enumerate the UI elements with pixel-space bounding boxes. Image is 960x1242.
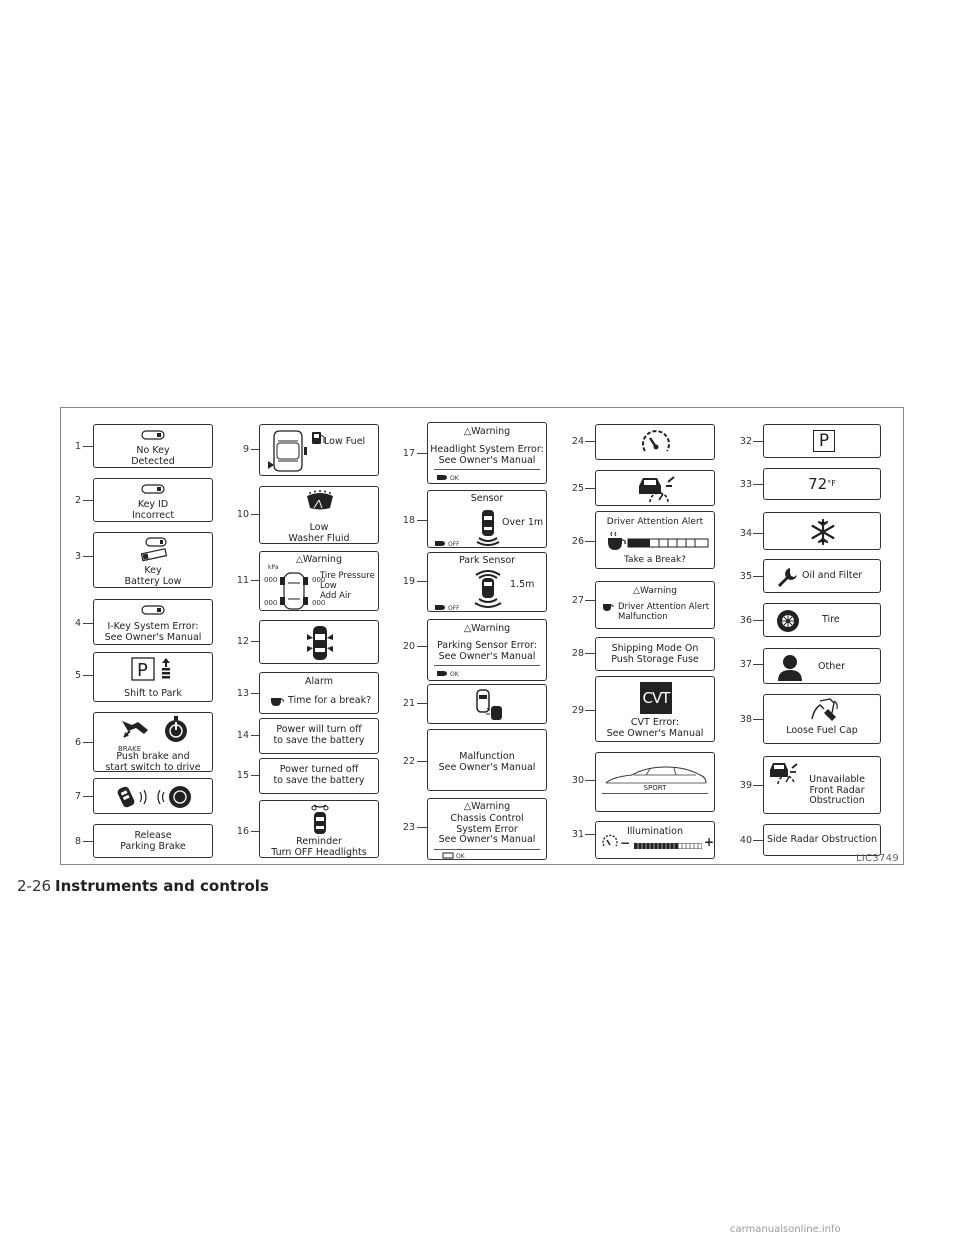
car-sensor-icon — [476, 508, 500, 546]
callout-20: 20 — [402, 641, 415, 652]
callout-19: 19 — [402, 576, 415, 587]
callout-9: 9 — [242, 444, 249, 455]
message-alarm-break: Alarm Time for a break? — [259, 672, 379, 714]
park-indicator-icon: P — [813, 430, 835, 452]
message-loose-fuel-cap: Loose Fuel Cap — [763, 694, 881, 744]
callout-40: 40 — [739, 835, 752, 846]
sensor-status-icon — [434, 540, 446, 547]
callout-39: 39 — [739, 780, 752, 791]
fuel-cap-icon — [810, 697, 840, 723]
fuel-door-car-icon — [266, 427, 326, 475]
callout-22: 22 — [402, 756, 415, 767]
callout-24: 24 — [571, 436, 584, 447]
car-doors-open-icon — [306, 624, 334, 662]
message-oil-and-filter: Oil and Filter — [763, 559, 881, 593]
callout-14: 14 — [236, 730, 249, 741]
message-low-temperature — [763, 512, 881, 550]
warning-messages-figure — [60, 407, 904, 865]
message-speed-limit — [595, 424, 715, 460]
message-power-will-turn-off: Power will turn off to save the battery — [259, 718, 379, 754]
message-intelligent-cruise — [595, 470, 715, 506]
callout-16: 16 — [236, 826, 249, 837]
message-tire-pressure-low: △Warning kPa 000 000 000 000 Tire Pressure Low Add Air — [259, 551, 379, 611]
message-other: Other — [763, 648, 881, 684]
message-headlight-system-error: △Warning Headlight System Error: See Owner's Manual OK — [427, 422, 547, 484]
message-no-key-detected: No Key Detected — [93, 424, 213, 468]
figure-code: LIC3749 — [855, 853, 899, 864]
callout-17: 17 — [402, 448, 415, 459]
callout-1: 1 — [74, 441, 81, 452]
message-push-brake-start: BRAKE Push brake and start switch to drive — [93, 712, 213, 772]
shift-to-park-icon — [130, 656, 176, 684]
message-key-to-start — [93, 778, 213, 814]
coffee-cup-icon — [270, 695, 284, 707]
section-title: Instruments and controls — [55, 877, 269, 895]
washer-fluid-icon — [304, 490, 336, 512]
message-release-parking-brake: Release Parking Brake — [93, 824, 213, 858]
message-cvt-error: CVT CVT Error: See Owner's Manual — [595, 676, 715, 742]
callout-32: 32 — [739, 436, 752, 447]
car-cruise-icon — [636, 474, 676, 504]
message-low-fuel: Low Fuel — [259, 424, 379, 476]
callout-2: 2 — [74, 495, 81, 506]
message-shipping-mode: Shipping Mode On Push Storage Fuse — [595, 637, 715, 671]
key-fob-icon — [140, 603, 168, 617]
minus-icon: − — [620, 836, 631, 850]
sensor-status-icon — [436, 670, 448, 677]
message-shift-to-park: P Shift to Park — [93, 652, 213, 702]
callout-3: 3 — [74, 551, 81, 562]
warning-title: △Warning — [463, 801, 511, 812]
chassis-control-indicator-icon — [442, 852, 454, 859]
callout-12: 12 — [236, 636, 249, 647]
callout-11: 11 — [236, 575, 249, 586]
plus-icon: + — [704, 835, 715, 849]
message-door-open — [259, 620, 379, 664]
message-key-id-incorrect: Key ID Incorrect — [93, 478, 213, 522]
message-tire: Tire — [763, 603, 881, 637]
callout-8: 8 — [74, 836, 81, 847]
speedometer-icon — [640, 427, 672, 459]
car-tire-pressure-icon — [280, 571, 308, 611]
callout-7: 7 — [74, 791, 81, 802]
warning-title: △Warning — [633, 586, 677, 596]
callout-37: 37 — [739, 659, 752, 670]
callout-5: 5 — [74, 670, 81, 681]
callout-29: 29 — [571, 705, 584, 716]
coffee-attention-level-icon — [606, 531, 710, 551]
key-fob-icon — [140, 428, 168, 442]
message-park-sensor: Park Sensor 1.5m OFF — [427, 552, 547, 612]
park-sensor-car-icon — [472, 567, 504, 609]
temperature-readout: $72^{^\circ F}$ — [808, 475, 836, 493]
message-driver-attention-alert: Driver Attention Alert Take a Break? — [595, 511, 715, 569]
message-blind-spot — [427, 684, 547, 724]
callout-38: 38 — [739, 714, 752, 725]
car-headlights-icon — [308, 803, 332, 835]
message-key-battery-low: Key Battery Low — [93, 532, 213, 588]
tire-icon — [776, 609, 800, 633]
svg-text:P: P — [137, 660, 148, 681]
message-headlights-reminder: Reminder Turn OFF Headlights — [259, 800, 379, 858]
key-battery-icon — [140, 536, 170, 562]
blind-spot-icon — [474, 688, 504, 722]
page-number: 2-26 — [17, 877, 52, 895]
message-parking-sensor-error: △Warning Parking Sensor Error: See Owner's Manual OK — [427, 619, 547, 681]
callout-4: 4 — [74, 618, 81, 629]
callout-25: 25 — [571, 483, 584, 494]
callout-26: 26 — [571, 536, 584, 547]
callout-10: 10 — [236, 509, 249, 520]
warning-title: △Warning — [463, 426, 511, 437]
callout-30: 30 — [571, 775, 584, 786]
cvt-warning-icon: CVT — [640, 682, 672, 714]
callout-21: 21 — [402, 698, 415, 709]
page-footer — [17, 877, 269, 895]
message-chassis-control-error: △Warning Chassis Control System Error See Owner's Manual OK — [427, 798, 547, 860]
message-sport-mode: SPORT — [595, 752, 715, 812]
sensor-status-icon — [434, 604, 446, 611]
warning-title: △Warning — [296, 554, 342, 565]
callout-31: 31 — [571, 829, 584, 840]
callout-28: 28 — [571, 648, 584, 659]
wrench-icon — [776, 566, 798, 588]
callout-18: 18 — [402, 515, 415, 526]
callout-36: 36 — [739, 615, 752, 626]
message-driver-attention-malfunction: △Warning Driver Attention Alert Malfunction — [595, 581, 715, 629]
callout-13: 13 — [236, 688, 249, 699]
message-power-turned-off: Power turned off to save the battery — [259, 758, 379, 794]
coffee-cup-icon — [602, 602, 614, 612]
message-park-position — [763, 424, 881, 458]
message-side-radar-obstruction: Side Radar Obstruction — [763, 824, 881, 856]
illumination-level-bar — [634, 843, 702, 849]
callout-33: 33 — [739, 479, 752, 490]
message-malfunction: Malfunction See Owner's Manual — [427, 729, 547, 791]
key-fob-to-button-icon — [116, 783, 196, 811]
brake-pedal-start-button-icon — [118, 715, 194, 745]
callout-27: 27 — [571, 595, 584, 606]
message-outside-temperature — [763, 468, 881, 500]
headlight-indicator-icon — [436, 474, 448, 481]
warning-title: △Warning — [463, 623, 511, 634]
callout-6: 6 — [74, 737, 81, 748]
key-fob-icon — [140, 482, 168, 496]
message-illumination: Illumination − + — [595, 821, 715, 859]
watermark: carmanualsonline.info — [730, 1224, 841, 1235]
message-low-washer-fluid: Low Washer Fluid — [259, 486, 379, 544]
message-i-key-system-error: I-Key System Error: See Owner's Manual — [93, 599, 213, 645]
callout-23: 23 — [402, 822, 415, 833]
person-icon — [776, 653, 804, 681]
snowflake-icon — [809, 518, 837, 546]
message-front-radar-obstruction: Unavailable Front Radar Obstruction — [763, 756, 881, 814]
message-sensor-distance: Sensor Over 1m OFF — [427, 490, 547, 548]
callout-35: 35 — [739, 571, 752, 582]
callout-15: 15 — [236, 770, 249, 781]
callout-34: 34 — [739, 528, 752, 539]
